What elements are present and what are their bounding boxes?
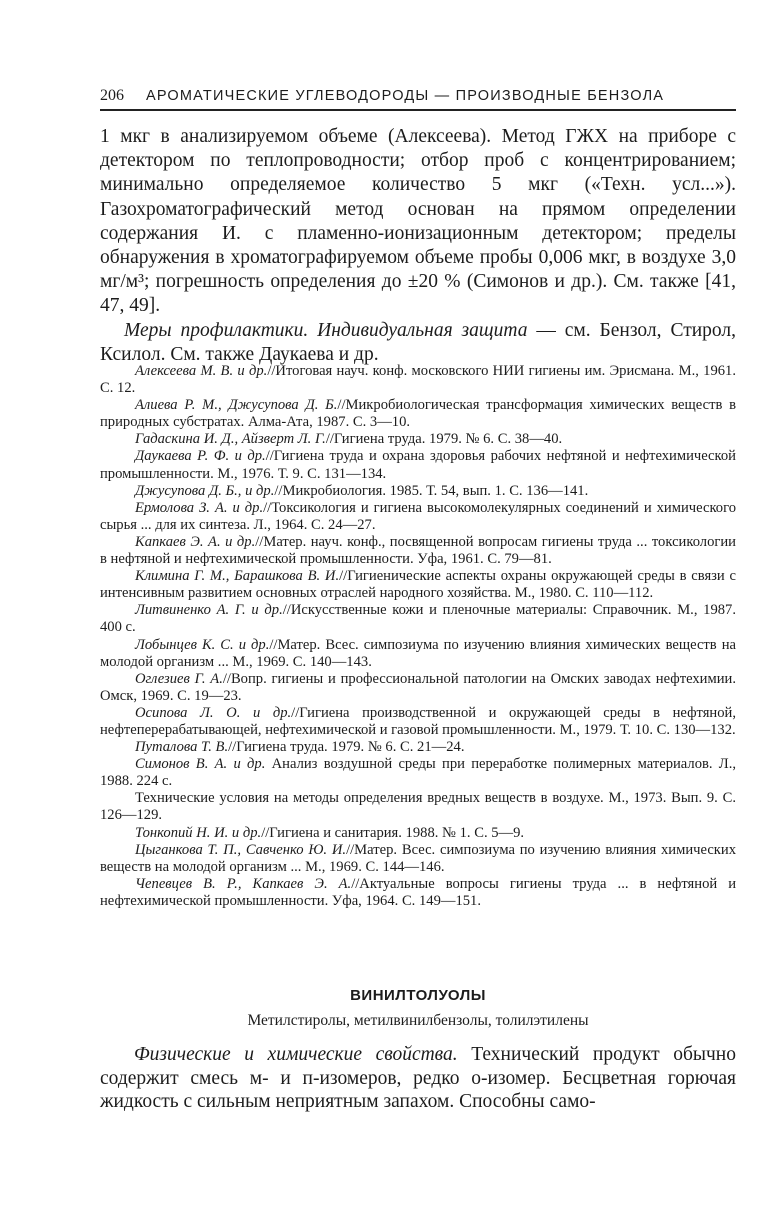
reference-authors: Климина Г. М., Барашкова В. И. [135,568,340,585]
reference-item [100,637,736,671]
reference-item [100,431,736,448]
reference-item [100,500,736,534]
reference-authors: Цыганкова Т. П., Савченко Ю. И. [135,841,347,858]
reference-authors: Чепевцев В. Р., Капкаев Э. А. [135,875,352,892]
reference-authors: Даукаева Р. Ф. и др. [135,448,266,465]
main-text [100,125,736,367]
reference-text: //Гигиена труда и охрана здоровья рабочих нефтяной и нефтехимической промышленности. М., 1976. Т. 9. С. 131—134. [100,448,736,482]
reference-item [100,483,736,500]
reference-item [100,825,736,842]
prevention-label: Меры профилактики. Индивидуальная защита [124,319,528,341]
properties-body: Технический продукт обычно содержит смесь м- и п-изомеров, редко о-изомер. Бесцветная горючая жидкость с сильным неприятным запахом. Способны само- [100,1044,736,1112]
reference-authors: Капкаев Э. А. и др. [135,533,256,550]
reference-item [100,876,736,910]
reference-text: //Микробиологическая трансформация химических веществ в природных субстратах. Алма-Ата, 1987. С. 3—10. [100,397,736,431]
running-head: АРОМАТИЧЕСКИЕ УГЛЕВОДОРОДЫ — ПРОИЗВОДНЫЕ БЕНЗОЛА [146,88,665,104]
reference-item [100,568,736,602]
reference-text: //Актуальные вопросы гигиены труда ... в нефтяной и нефтехимической промышленности. Уфа, 1964. С. 149—151. [100,875,737,909]
reference-text: //Микробиология. 1985. Т. 54, вып. 1. С. 136—141. [274,482,589,499]
reference-text: Технические условия на методы определения вредных веществ в воздухе. М., 1973. Вып. 9. С. 126—129. [100,790,736,824]
reference-item [100,842,736,876]
reference-text: //Гигиена и санитария. 1988. № 1. С. 5—9. [261,824,525,841]
reference-text: //Вопр. гигиены и профессиональной патологии на Омских заводах нефтехимии. Омск, 1969. С. 19—23. [100,670,736,704]
reference-authors: Оглезиев Г. А. [135,670,223,687]
reference-item [100,363,736,397]
reference-item [100,756,736,790]
reference-text: //Гигиена труда. 1979. № 6. С. 38—40. [325,431,563,448]
properties-paragraph [100,1043,736,1114]
reference-authors: Осипова Л. О. и др. [135,704,292,721]
prevention-text: — см. Бензол, Стирол, Ксилол. См. также Даукаева и др. [100,319,736,365]
reference-authors: Алиева Р. М., Джусупова Д. Б. [135,397,338,414]
reference-text: //Гигиена производственной и окружающей среды в нефтяной, нефтеперерабатывающей, нефтехимической и газовой промышленности. М., 1979. Т. 10. С. 130—132. [100,704,736,738]
section-synonyms: Метилстиролы, метилвинилбензолы, толилэтилены [247,1012,589,1029]
reference-authors: Гадаскина И. Д., Айзверт Л. Г. [135,431,326,448]
reference-text: //Матер. Всес. симпозиума по изучению влияния химических веществ на молодой организм ... М., 1969. С. 140—143. [100,636,736,670]
reference-text: //Матер. Всес. симпозиума по изучению влияния химических веществ на молодой организм ... М., 1969. С. 144—146. [100,841,736,875]
page-header [100,87,736,111]
reference-item [100,448,736,482]
reference-item [100,705,736,739]
reference-item [100,602,736,636]
reference-text: //Гигиенические аспекты охраны окружающей среды в связи с интенсивным развитием основных отраслей народного хозяйства. М., 1980. С. 110—112. [100,568,736,602]
prevention-paragraph [100,319,736,367]
properties-text [100,1043,736,1114]
reference-authors: Литвиненко А. Г. и др. [135,602,283,619]
reference-text: //Матер. науч. конф., посвященной вопросам гигиены труда ... токсикологии в нефтяной и нефтехимической промышленности. Уфа, 1961. С. 79—81. [100,533,736,568]
method-paragraph: 1 мкг в анализируемом объеме (Алексеева). Метод ГЖХ на приборе с детектором по теплопроводности; отбор проб с концентрированием; минимально определяемое количество 5 мкг («Техн. усл...»). Газохроматографический метод основан на прямом определении содержания И. с пламенно-ионизационным детектором; пределы обнаружения в хроматографируемом объеме пробы 0,006 мкг, в воздухе 3,0 мг/м³; погрешность определения до ±20 % (Симонов и др.). См. также [41, 47, 49]. [100,126,736,317]
reference-item [100,739,736,756]
section-title: ВИНИЛТОЛУОЛЫ [350,987,486,1004]
reference-text: //Итоговая науч. конф. московского НИИ гигиены им. Эрисмана. М., 1961. С. 12. [100,363,737,397]
references-list [100,363,736,910]
reference-authors: Ермолова З. А. и др. [135,499,264,516]
reference-authors: Алексеева М. В. и др. [135,363,268,379]
reference-text: //Гигиена труда. 1979. № 6. С. 21—24. [228,739,465,756]
reference-authors: Джусупова Д. Б., и др. [135,482,275,499]
reference-authors: Тонкопий Н. И. и др. [135,824,262,841]
reference-authors: Путалова Т. В. [135,739,229,756]
reference-item [100,534,736,568]
page-number: 206 [100,87,124,104]
reference-text: Анализ воздушной среды при переработке полимерных материалов. Л., 1988. 224 с. [100,756,737,790]
reference-authors: Симонов В. А. и др. [135,756,266,773]
reference-item [100,790,736,824]
reference-text: //Токсикология и гигиена высокомолекулярных соединений и химического сырья ... для их синтеза. Л., 1964. С. 24—27. [100,499,737,533]
properties-label: Физические и химические свойства. [134,1044,458,1065]
reference-item [100,397,736,431]
reference-authors: Лобынцев К. С. и др. [135,636,270,653]
reference-text: //Искусственные кожи и пленочные материалы: Справочник. М., 1987. 400 с. [100,602,737,636]
reference-item [100,671,736,705]
